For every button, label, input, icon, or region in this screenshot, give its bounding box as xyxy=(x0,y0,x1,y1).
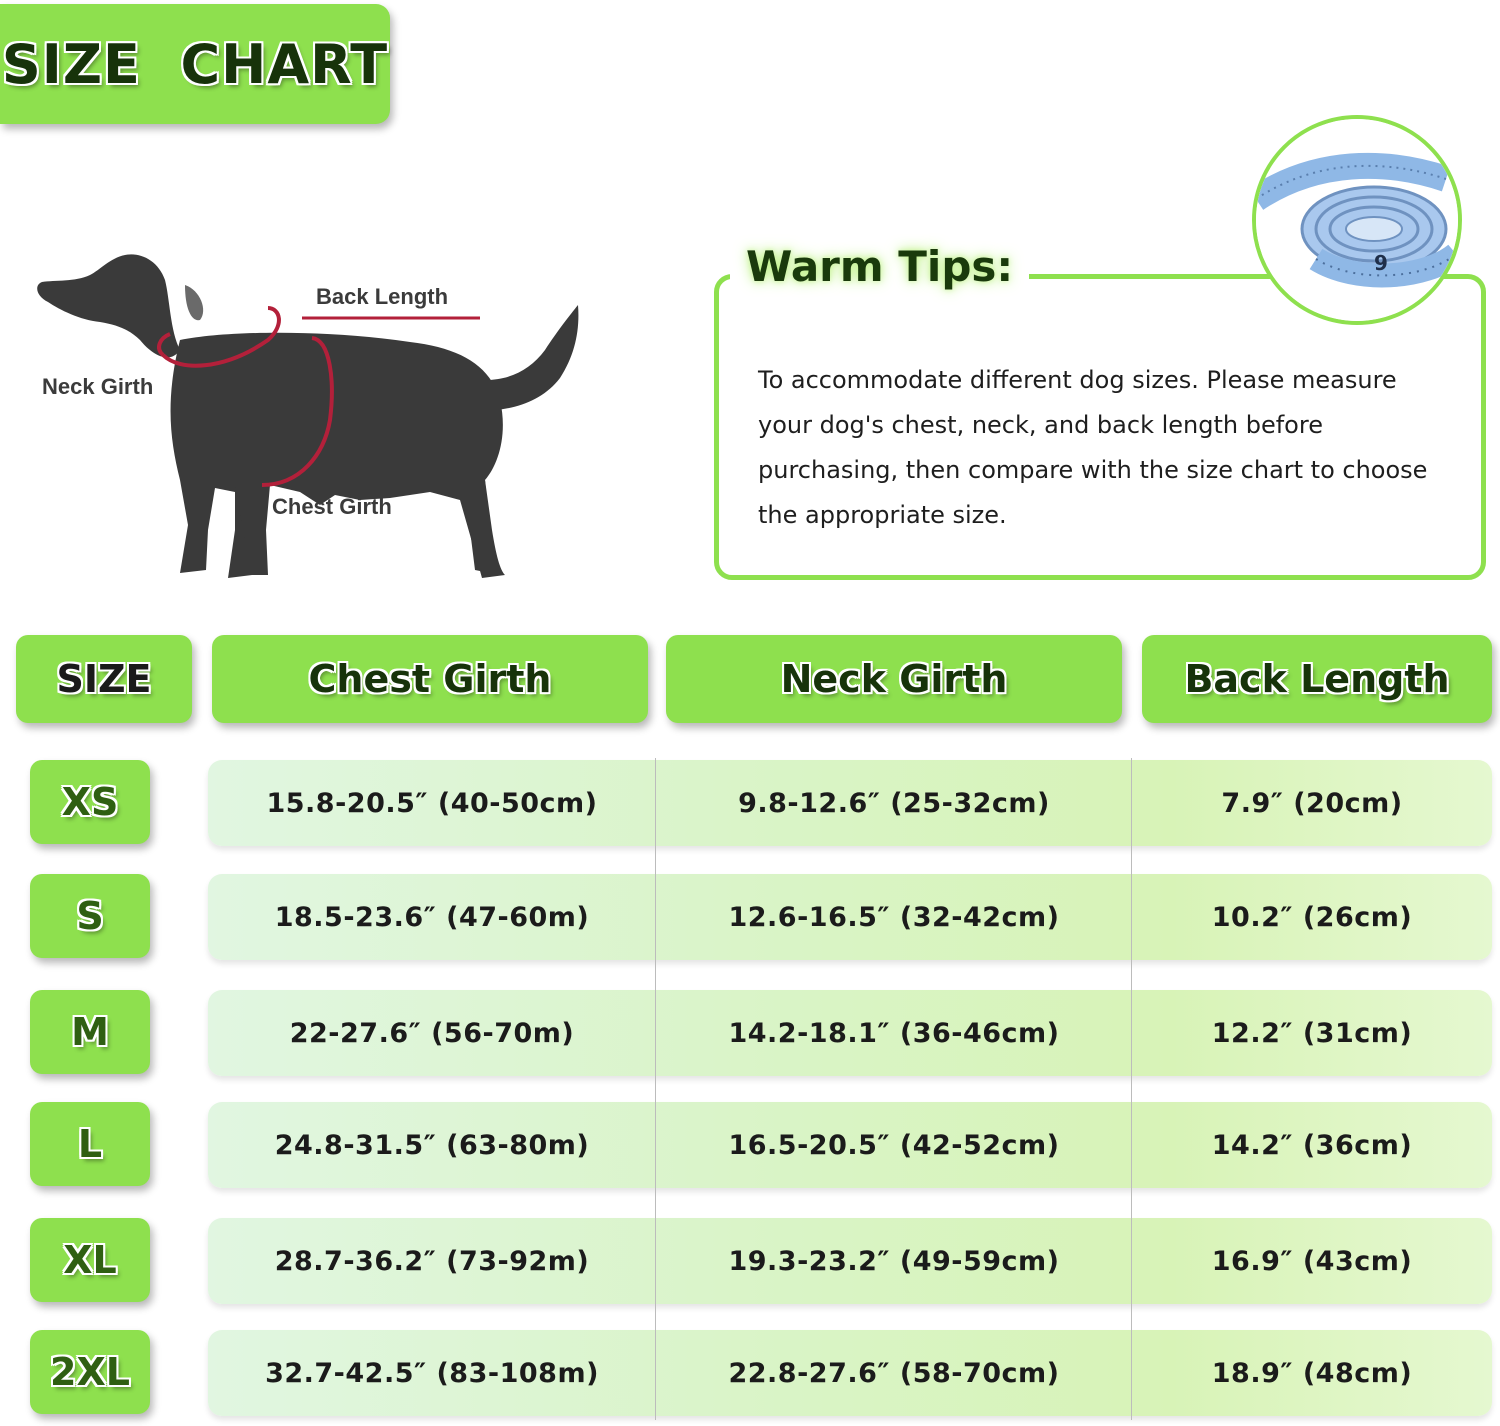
neck-cell: 19.3-23.2″ (49-59cm) xyxy=(728,1245,1060,1277)
warm-tips-text: To accommodate different dog sizes. Please measure your dog's chest, neck, and back length before purchasing, then compare with the size chart to choose the appropriate size. xyxy=(758,366,1428,529)
back-length-label: Back Length xyxy=(316,284,449,309)
header-chest-girth xyxy=(212,635,648,723)
neck-girth-label: Neck Girth xyxy=(42,374,154,399)
table-row xyxy=(208,1218,1492,1304)
table-row xyxy=(208,1330,1492,1416)
chest-cell: 24.8-31.5″ (63-80m) xyxy=(274,1129,590,1161)
table-row xyxy=(208,1102,1492,1188)
header-neck-girth xyxy=(666,635,1122,723)
size-badge-m xyxy=(30,990,150,1074)
back-cell: 7.9″ (20cm) xyxy=(1221,787,1403,819)
neck-cell: 12.6-16.5″ (32-42cm) xyxy=(728,901,1060,933)
neck-cell: 9.8-12.6″ (25-32cm) xyxy=(738,787,1050,819)
measuring-tape-image xyxy=(1252,115,1462,325)
size-label: M xyxy=(71,1010,109,1054)
header-size xyxy=(16,635,192,723)
header-neck-girth-label: Neck Girth xyxy=(780,657,1008,701)
column-divider xyxy=(655,758,656,1420)
dog-measurement-diagram xyxy=(30,230,630,600)
chest-cell: 18.5-23.6″ (47-60m) xyxy=(274,901,590,933)
chest-girth-label: Chest Girth xyxy=(272,494,392,519)
table-row xyxy=(208,874,1492,960)
size-badge-2xl xyxy=(30,1330,150,1414)
header-back-length-label: Back Length xyxy=(1184,657,1450,701)
size-badge-s xyxy=(30,874,150,958)
back-cell: 16.9″ (43cm) xyxy=(1211,1245,1413,1277)
size-label: L xyxy=(77,1122,103,1166)
neck-cell: 14.2-18.1″ (36-46cm) xyxy=(728,1017,1060,1049)
neck-cell: 16.5-20.5″ (42-52cm) xyxy=(728,1129,1060,1161)
back-cell: 12.2″ (31cm) xyxy=(1211,1017,1413,1049)
tape-number: 9 xyxy=(1374,251,1388,275)
warm-tips-title: Warm Tips: xyxy=(730,242,1029,291)
table-row xyxy=(208,990,1492,1076)
size-badge-xs xyxy=(30,760,150,844)
chest-cell: 32.7-42.5″ (83-108m) xyxy=(265,1357,599,1389)
column-divider xyxy=(1131,758,1132,1420)
size-label: S xyxy=(76,894,104,938)
neck-cell: 22.8-27.6″ (58-70cm) xyxy=(728,1357,1060,1389)
header-back-length xyxy=(1142,635,1492,723)
back-cell: 14.2″ (36cm) xyxy=(1211,1129,1413,1161)
header-chest-girth-label: Chest Girth xyxy=(308,657,552,701)
size-label: XL xyxy=(63,1238,117,1282)
header-size-label: SIZE xyxy=(56,657,152,701)
measuring-tape-icon xyxy=(1256,119,1458,321)
back-cell: 18.9″ (48cm) xyxy=(1211,1357,1413,1389)
size-label: XS xyxy=(61,780,119,824)
title-banner xyxy=(0,4,390,124)
chest-cell: 28.7-36.2″ (73-92m) xyxy=(274,1245,590,1277)
page-title: SIZE CHART xyxy=(1,32,389,96)
table-row xyxy=(208,760,1492,846)
chest-cell: 15.8-20.5″ (40-50cm) xyxy=(266,787,598,819)
chest-cell: 22-27.6″ (56-70m) xyxy=(289,1017,575,1049)
size-badge-l xyxy=(30,1102,150,1186)
size-badge-xl xyxy=(30,1218,150,1302)
back-cell: 10.2″ (26cm) xyxy=(1211,901,1413,933)
size-label: 2XL xyxy=(50,1350,130,1394)
